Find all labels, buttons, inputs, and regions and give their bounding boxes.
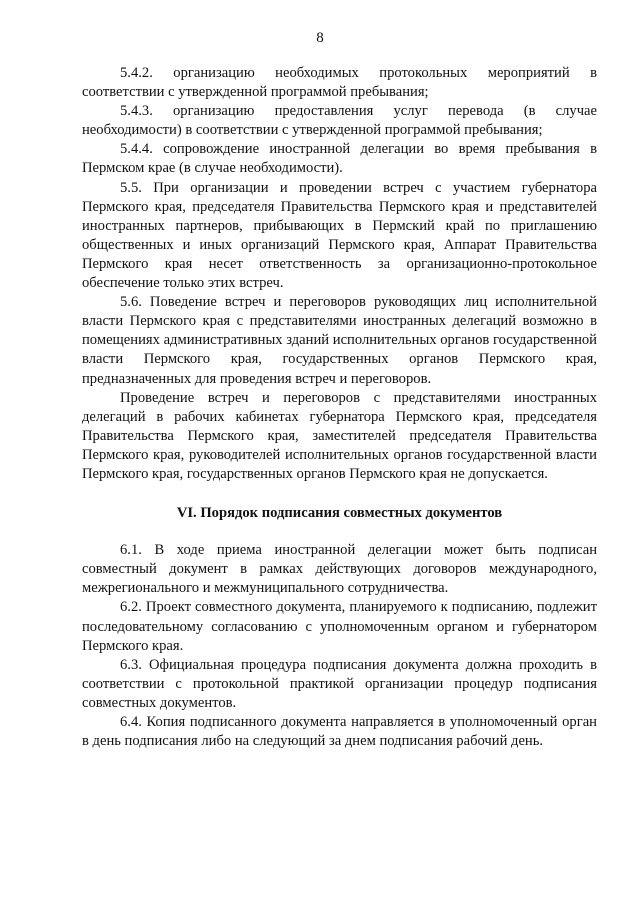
paragraph-5-4-3: 5.4.3. организацию предоставления услуг перевода (в случае необходимости) в соответствии с утвержденной программой пребывания; xyxy=(82,103,597,139)
page-number: 8 xyxy=(316,30,324,46)
paragraph-5-6: 5.6. Поведение встреч и переговоров руководящих лиц исполнительной власти Пермского края с представителями иностранных делегаций возможно в помещениях административных зданий исполнительных органов государственной власти Пермского края, государственных органов Пермского края, предназначенных для проведения встреч и переговоров. xyxy=(82,294,597,387)
paragraph-5-4-4: 5.4.4. сопровождение иностранной делегации во время пребывания в Пермском крае (в случае необходимости). xyxy=(82,141,597,177)
paragraph-6-3: 6.3. Официальная процедура подписания документа должна проходить в соответствии с протокольной практикой организации процедур подписания совместных документов. xyxy=(82,656,597,711)
section-heading: VI. Порядок подписания совместных документов xyxy=(176,505,503,522)
paragraph-5-5: 5.5. При организации и проведении встреч с участием губернатора Пермского края, председателя Правительства Пермского края и представителей иностранных партнеров, прибывающих в Пермский край по приглашению общественных и иных организаций Пермского края, Аппарат Правительства Пермского края несет ответственность за организационно-протокольное обеспечение только этих встреч. xyxy=(82,179,597,292)
paragraph-6-1: 6.1. В ходе приема иностранной делегации может быть подписан совместный документ в рамках действующих договоров международного, межрегионального и межмуниципального сотрудничества. xyxy=(82,542,597,597)
paragraph-6-2: 6.2. Проект совместного документа, планируемого к подписанию, подлежит последовательному согласованию с уполномоченным органом и губернатором Пермского края. xyxy=(82,599,597,654)
paragraph-5-6-continued: Проведение встреч и переговоров с представителями иностранных делегаций в рабочих кабинетах губернатора Пермского края, председателя Правительства Пермского края, заместителей председателя Правительства Пермского края, руководителей исполнительных органов государственной власти Пермского края, государственных органов Пермского края не допускается. xyxy=(82,389,597,482)
document-body xyxy=(82,64,597,751)
paragraph-6-4: 6.4. Копия подписанного документа направляется в уполномоченный орган в день подписания либо на следующий за днем подписания рабочий день. xyxy=(82,714,597,750)
paragraph-5-4-2: 5.4.2. организацию необходимых протокольных мероприятий в соответствии с утвержденной программой пребывания; xyxy=(82,65,597,101)
